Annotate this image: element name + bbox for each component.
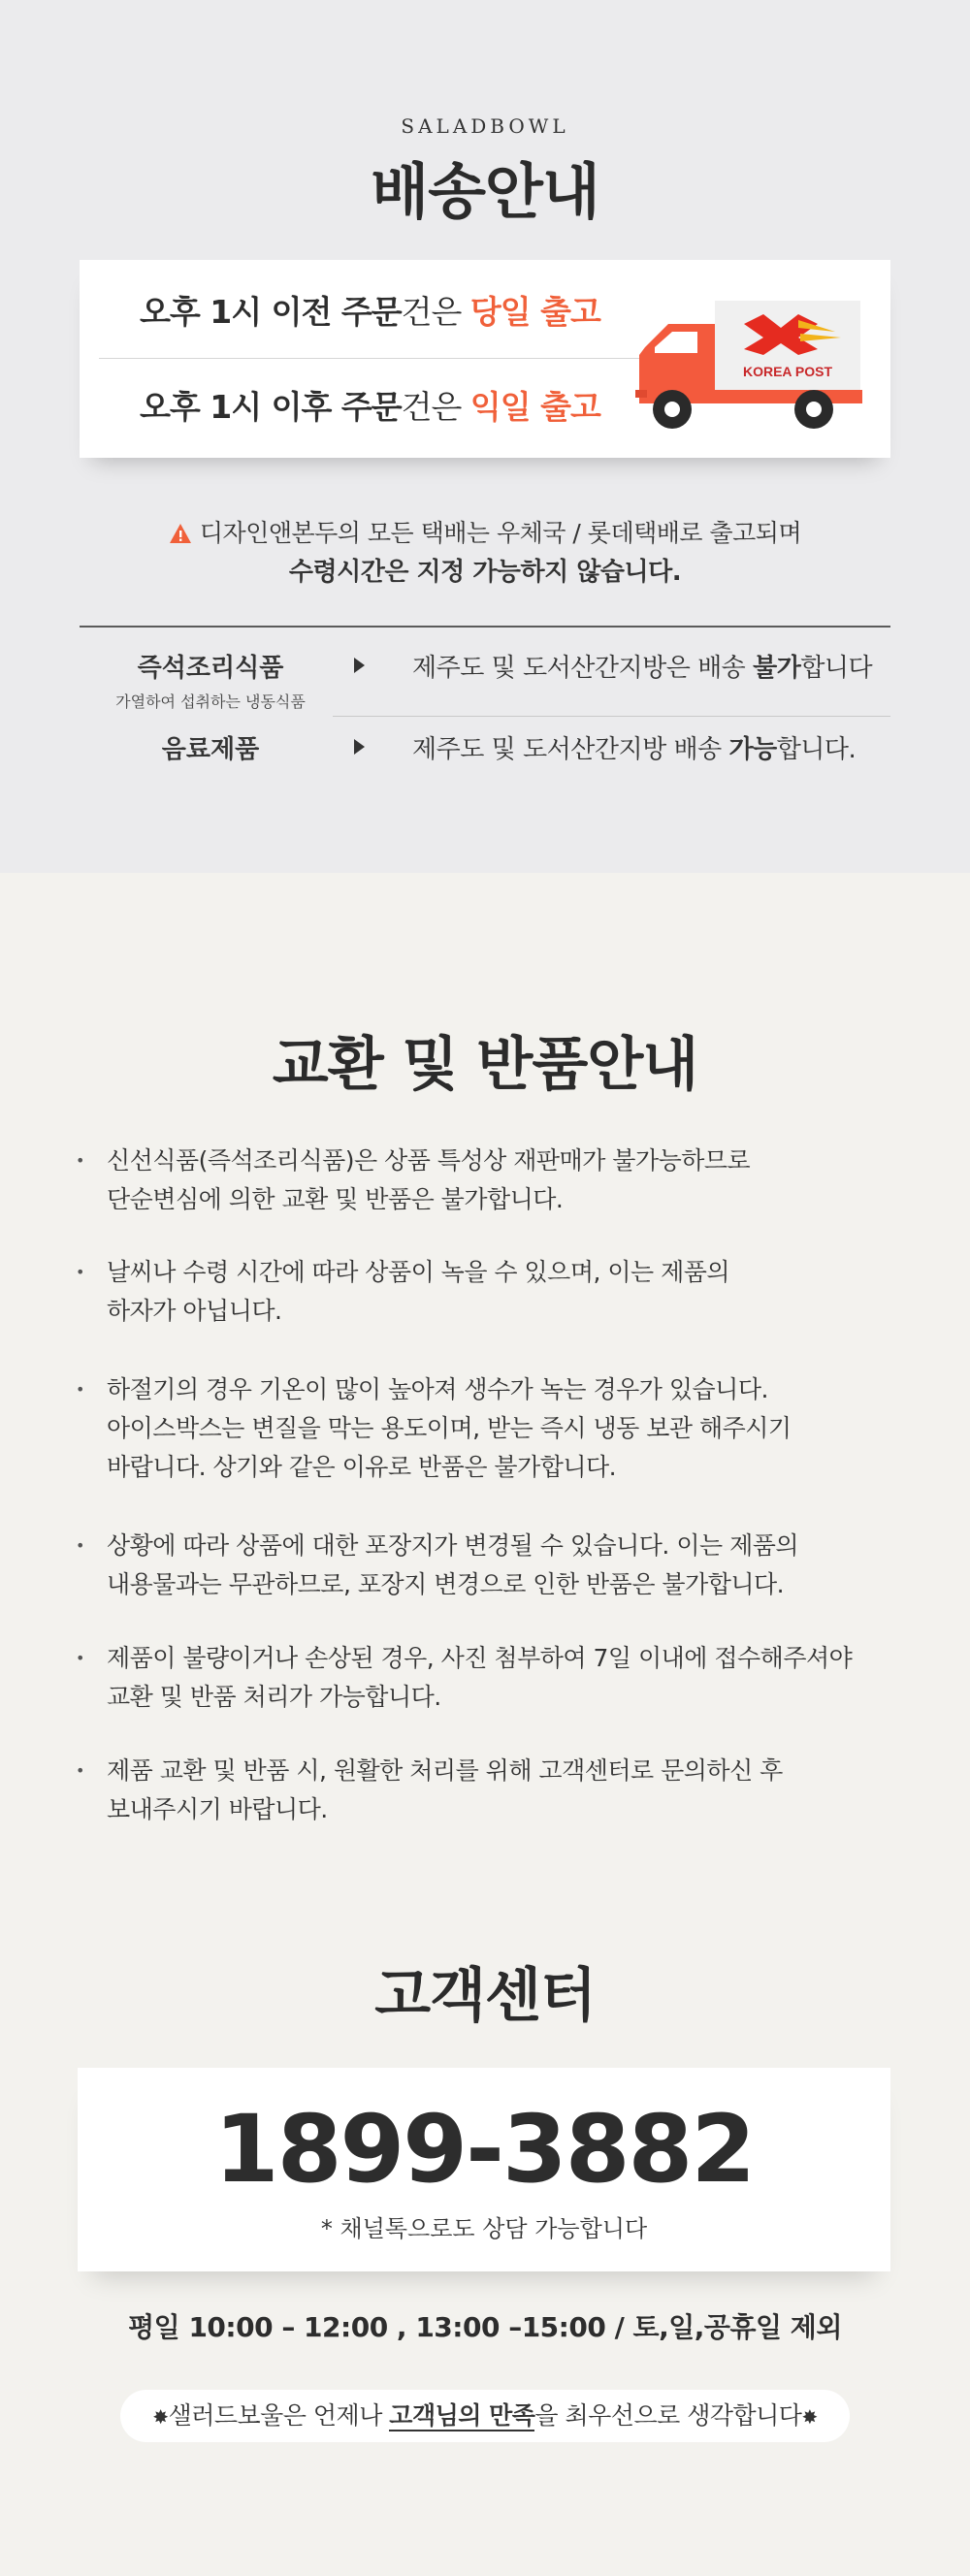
rules-top-rule: [80, 626, 890, 628]
channel-talk-note: * 채널톡으로도 상담 가능합니다: [320, 2215, 648, 2242]
satisfaction-banner: ✸샐러드보울은 언제나 고객님의 만족을 최우선으로 생각합니다✸: [120, 2390, 850, 2442]
shipping-section: [0, 0, 970, 873]
triangle-right-icon: [354, 658, 365, 673]
rule-text: 제주도 및 도서산간지방 배송 가능합니다.: [412, 735, 857, 764]
delivery-notice: [0, 514, 970, 592]
shipping-line-after-1pm: 오후 1시 이후 주문건은 익일 출고: [140, 388, 600, 426]
business-hours: 평일 10:00 – 12:00 , 13:00 –15:00 / 토,일,공휴일 제외: [128, 2311, 842, 2343]
customer-center-box: [78, 2068, 890, 2271]
korea-post-label: KOREA POST: [742, 364, 833, 379]
rule-category: 음료제품: [161, 735, 260, 764]
rule-category-sub: 가열하여 섭취하는 냉동식품: [115, 692, 306, 711]
bullet-icon: •: [76, 1536, 84, 1555]
bullet-icon: •: [76, 1263, 84, 1281]
bullet-icon: •: [76, 1649, 84, 1667]
delivery-notice-line-2: 수령시간은 지정 가능하지 않습니다.: [288, 558, 682, 587]
star-mark-icon: ✸: [152, 2405, 169, 2429]
brand-name: SALADBOWL: [401, 114, 569, 138]
shipping-schedule-box: [80, 260, 890, 458]
rule-row-beverage: [80, 729, 890, 807]
rule-category: 즉석조리식품: [137, 654, 284, 683]
shipping-title: 배송안내: [371, 156, 599, 227]
phone-number[interactable]: 1899-3882: [213, 2095, 755, 2204]
shipping-line-divider: [99, 358, 642, 359]
bullet-icon: •: [76, 1380, 84, 1399]
star-mark-icon: ✸: [801, 2405, 818, 2429]
triangle-right-icon: [354, 739, 365, 755]
bullet-icon: •: [76, 1761, 84, 1780]
bullet-icon: •: [76, 1151, 84, 1170]
rule-text: 제주도 및 도서산간지방은 배송 불가합니다: [412, 654, 873, 683]
rule-separator: [333, 716, 890, 717]
customer-center-title: 고객센터: [374, 1962, 596, 2030]
warning-icon: [169, 523, 192, 544]
exchange-title: 교환 및 반품안내: [272, 1031, 698, 1099]
delivery-truck-icon: [635, 295, 868, 433]
shipping-line-before-1pm: 오후 1시 이전 주문건은 당일 출고: [140, 293, 600, 331]
rule-row-instant-food: [80, 648, 890, 725]
delivery-notice-line-1: 디자인앤본두의 모든 택배는 우체국 / 롯데택배로 출고되며: [0, 514, 970, 553]
